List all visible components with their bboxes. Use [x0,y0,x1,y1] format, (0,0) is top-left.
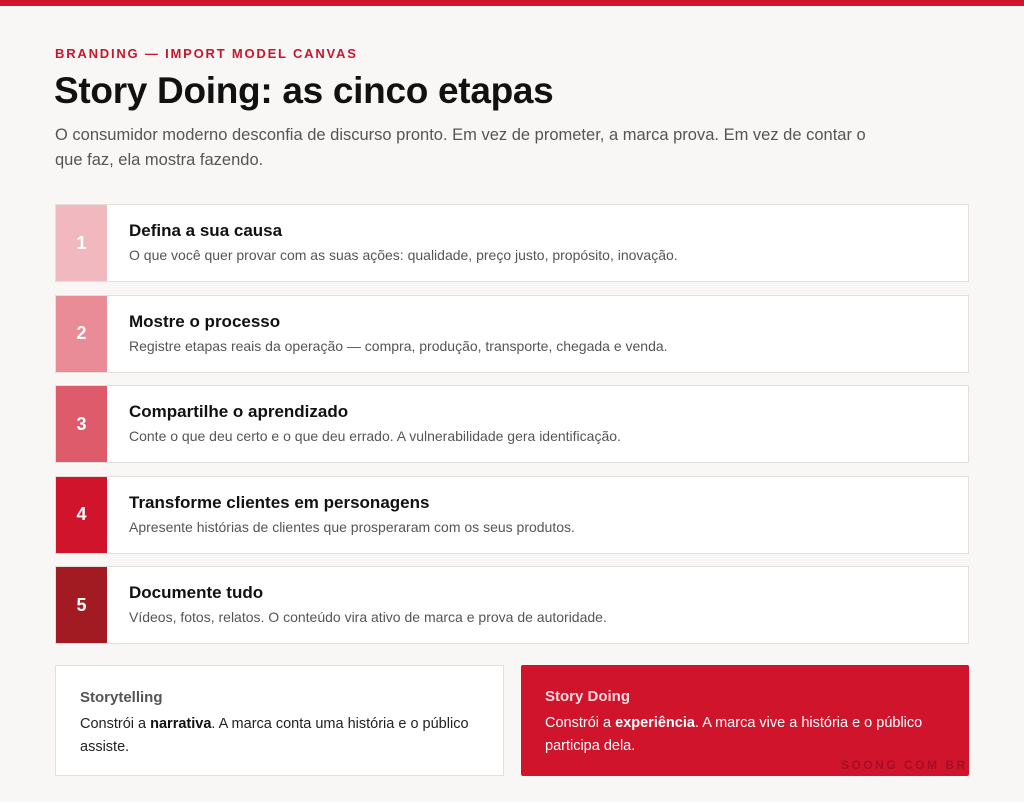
step-content [107,386,621,462]
steps-list [55,204,969,657]
text-segment: . A marca conta uma história e o público assiste. [80,716,469,755]
eyebrow-label: BRANDING — IMPORT MODEL CANVAS [55,46,358,61]
step-number-badge: 1 [56,205,107,281]
step-content [107,296,668,372]
page-title: Story Doing: as cinco etapas [54,70,554,111]
step-content [107,205,678,281]
step-title: Defina a sua causa [129,221,283,240]
text-segment: Constrói a [80,716,151,732]
step-description: Registre etapas reais da operação — compra, produção, transporte, chegada e venda. [129,337,668,354]
step-description: Conte o que deu certo e o que deu errado. A vulnerabilidade gera identificação. [129,428,621,444]
step-title: Transforme clientes em personagens [129,492,430,512]
step-title: Compartilhe o aprendizado [129,402,349,421]
step-item-4 [55,476,969,554]
step-number-badge: 4 [56,477,107,553]
step-number-badge: 2 [56,296,107,372]
storydoing-text [545,712,945,758]
emphasis-text: narrativa [150,716,212,732]
watermark-text: SOONG COM BR [841,758,968,772]
step-number-badge: 3 [56,386,107,462]
step-number-badge: 5 [56,567,107,643]
step-item-3 [55,385,969,463]
storydoing-title: Story Doing [545,688,630,705]
text-segment: Constrói a [545,715,616,731]
step-description: O que você quer provar com as suas ações: qualidade, preço justo, propósito, inovação. [129,247,678,263]
step-title: Documente tudo [129,583,264,602]
emphasis-text: experiência [615,715,695,731]
storytelling-title: Storytelling [80,689,163,706]
top-accent-bar [0,0,1024,6]
step-title: Mostre o processo [129,311,281,331]
storytelling-card [55,665,504,776]
step-item-2 [55,295,969,373]
step-item-5 [55,566,969,644]
step-description: Vídeos, fotos, relatos. O conteúdo vira ativo de marca e prova de autoridade. [129,609,607,625]
step-description: Apresente histórias de clientes que prosperaram com os seus produtos. [129,518,575,535]
step-content [107,567,607,643]
step-item-1 [55,204,969,282]
text-segment: . A marca vive a história e o público participa dela. [545,715,923,754]
step-content [107,477,575,553]
storytelling-text [80,713,479,759]
lead-paragraph: O consumidor moderno desconfia de discurso pronto. Em vez de prometer, a marca prova. Em vez de contar o que faz, ela mostra fazendo. [55,126,866,169]
